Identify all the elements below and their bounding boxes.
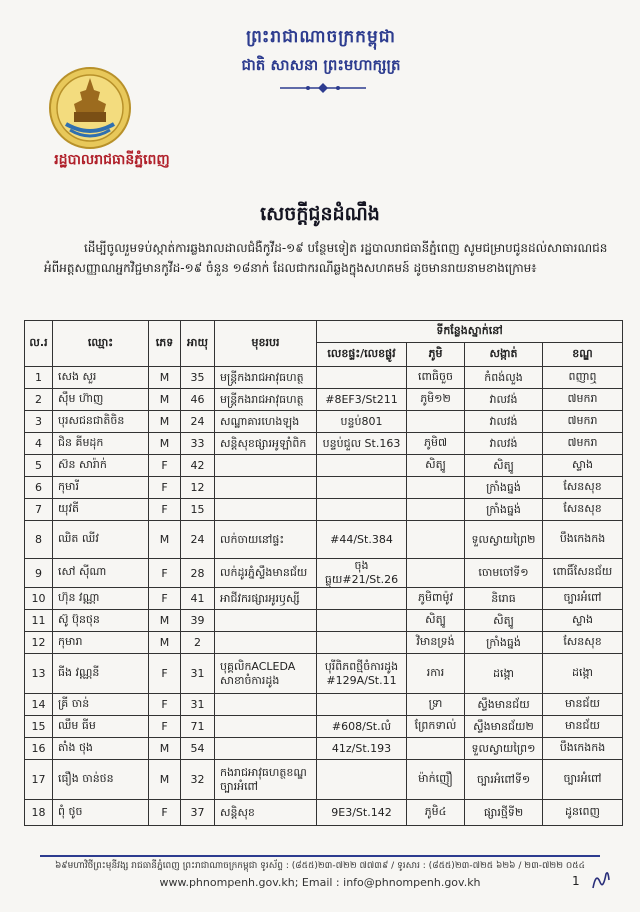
cell-no: 1: [25, 367, 53, 389]
initial-signature-icon: [590, 868, 612, 892]
cell-house: [317, 760, 407, 800]
cell-job: អាជីវករផ្សារអូរឫស្សី: [215, 588, 317, 610]
cell-house: [317, 694, 407, 716]
intro-paragraph: ដើម្បីចូលរួមទប់ស្កាត់ការឆ្លងរាលដាលជំងឺកូវីដ-១៩ បន្ថែមទៀត រដ្ឋបាលរាជធានីភ្នំពេញ សូមជម្រាបជូនដល់សាធារណជនអំពីអត្តសញ្ញាណអ្នកវិជ្ជមានកូវីដ-១៩ ចំនួន ១៨នាក់ ដែលជាករណីឆ្លងក្នុងសហគមន៍ ដូចមានរាយនាមខាងក្រោម៖: [44, 241, 608, 275]
document-title: សេចក្ដីជូនដំណឹង: [260, 203, 380, 225]
cell-village: [407, 738, 465, 760]
cell-house: [317, 632, 407, 654]
cell-no: 8: [25, 521, 53, 559]
cell-house: [317, 367, 407, 389]
cell-district: ៧មករា: [543, 389, 623, 411]
table-row: [25, 800, 623, 826]
address-group-header: ទីកន្លែងស្នាក់នៅ: [317, 321, 623, 343]
cell-house: បុរីពិភពថ្មីចំការដូង #129A/St.11: [317, 654, 407, 694]
cell-village: ទ្រា: [407, 694, 465, 716]
col-commune-header: សង្កាត់: [465, 343, 543, 367]
cell-district: ស្ទាង: [543, 610, 623, 632]
table-row: [25, 521, 623, 559]
cell-name: តាំង ថុង: [53, 738, 149, 760]
cell-village: ភូមិ១២: [407, 389, 465, 411]
cell-no: 13: [25, 654, 53, 694]
cell-house: [317, 455, 407, 477]
cell-name: ឈឹម ធីម: [53, 716, 149, 738]
table-row: [25, 367, 623, 389]
cell-job: កងរាជអាវុធហត្ថខណ្ឌ ច្បារអំពៅ: [215, 760, 317, 800]
cell-name: ពុំ ថូច: [53, 800, 149, 826]
municipal-seal-icon: [48, 66, 132, 150]
cell-district: បឹងកេងកង: [543, 521, 623, 559]
cell-age: 42: [181, 455, 215, 477]
cell-job: [215, 694, 317, 716]
cell-age: 15: [181, 499, 215, 521]
cell-job: [215, 716, 317, 738]
cell-house: #8EF3/St211: [317, 389, 407, 411]
cell-village: [407, 559, 465, 588]
cell-no: 12: [25, 632, 53, 654]
cell-village: [407, 477, 465, 499]
cell-sex: M: [149, 389, 181, 411]
cell-job: មន្ត្រីកងរាជអាវុធហត្ថ: [215, 367, 317, 389]
cell-district: ដូនពេញ: [543, 800, 623, 826]
cell-village: [407, 499, 465, 521]
table-row: [25, 411, 623, 433]
cell-house: 41z/St.193: [317, 738, 407, 760]
kingdom-heading: ព្រះរាជាណាចក្រកម្ពុជា: [246, 27, 396, 47]
cell-job: លក់ចាយនៅផ្ទះ: [215, 521, 317, 559]
cell-village: ព្រែកទាល់: [407, 716, 465, 738]
table-row: [25, 610, 623, 632]
cell-age: 32: [181, 760, 215, 800]
cell-sex: M: [149, 610, 181, 632]
cell-age: 2: [181, 632, 215, 654]
cell-sex: F: [149, 694, 181, 716]
table-row: [25, 738, 623, 760]
col-name-header: ឈ្មោះ: [53, 321, 149, 367]
cell-district: ច្បារអំពៅ: [543, 588, 623, 610]
cell-sex: F: [149, 499, 181, 521]
col-sex-header: ភេទ: [149, 321, 181, 367]
col-village-header: ភូមិ: [407, 343, 465, 367]
cell-job: [215, 499, 317, 521]
cases-table-body: [25, 367, 623, 826]
cell-commune: ស្ទឹងមានជ័យ២: [465, 716, 543, 738]
cell-job: មន្ត្រីកងរាជអាវុធហត្ថ: [215, 389, 317, 411]
cell-no: 18: [25, 800, 53, 826]
cell-name: ធឿង ចាន់ថន: [53, 760, 149, 800]
cell-job: សណ្ឋាគារហេងឡុង: [215, 411, 317, 433]
cell-no: 11: [25, 610, 53, 632]
cell-age: 37: [181, 800, 215, 826]
cell-no: 17: [25, 760, 53, 800]
cell-name: គ្រី ចាន់: [53, 694, 149, 716]
cell-village: សិត្បូ: [407, 610, 465, 632]
cell-district: ពញាឮ: [543, 367, 623, 389]
table-row: [25, 559, 623, 588]
cell-age: 12: [181, 477, 215, 499]
cell-no: 2: [25, 389, 53, 411]
cell-commune: ចោមចៅទី១: [465, 559, 543, 588]
cell-district: សែនសុខ: [543, 632, 623, 654]
page-number: 1: [572, 874, 580, 888]
cell-commune: ស្ទឹងមានជ័យ: [465, 694, 543, 716]
cases-table: [24, 320, 623, 826]
cell-age: 35: [181, 367, 215, 389]
cell-commune: វាលវង់: [465, 389, 543, 411]
cell-sex: M: [149, 632, 181, 654]
table-row: [25, 632, 623, 654]
cell-village: ភូមិ៧: [407, 433, 465, 455]
cell-commune: ដង្កោ: [465, 654, 543, 694]
cell-no: 10: [25, 588, 53, 610]
cell-house: បន្ទប់801: [317, 411, 407, 433]
cell-commune: កំពង់លួង: [465, 367, 543, 389]
cell-village: ម៉ាក់ញឿ: [407, 760, 465, 800]
cell-district: បឹងកេងកង: [543, 738, 623, 760]
table-row: [25, 433, 623, 455]
col-district-header: ខណ្ឌ: [543, 343, 623, 367]
cell-house: [317, 499, 407, 521]
cell-sex: F: [149, 654, 181, 694]
cell-sex: M: [149, 760, 181, 800]
cell-age: 24: [181, 411, 215, 433]
cell-village: [407, 521, 465, 559]
cell-no: 6: [25, 477, 53, 499]
cell-commune: ក្រាំងធ្នង់: [465, 632, 543, 654]
cell-job: [215, 455, 317, 477]
cell-village: រការ: [407, 654, 465, 694]
table-row: [25, 694, 623, 716]
cell-village: ភូមិពាម៉ូវ: [407, 588, 465, 610]
cell-no: 3: [25, 411, 53, 433]
cell-name: ស៊ន សារ៉ាក់: [53, 455, 149, 477]
cell-district: ច្បារអំពៅ: [543, 760, 623, 800]
cell-commune: វាលវង់: [465, 433, 543, 455]
cell-age: 46: [181, 389, 215, 411]
cell-sex: F: [149, 800, 181, 826]
cell-sex: M: [149, 521, 181, 559]
organization-name: រដ្ឋបាលរាជធានីភ្នំពេញ: [54, 152, 170, 168]
cell-name: ស៊ឹម ហ៊ាញ: [53, 389, 149, 411]
cell-age: 28: [181, 559, 215, 588]
cell-name: កុមារា: [53, 632, 149, 654]
cell-house: [317, 588, 407, 610]
col-job-header: មុខរបរ: [215, 321, 317, 367]
cell-district: ៧មករា: [543, 411, 623, 433]
cell-sex: F: [149, 455, 181, 477]
col-house-header: លេខផ្ទះ/លេខផ្លូវ: [317, 343, 407, 367]
cell-commune: ទួលស្វាយព្រៃ១: [465, 738, 543, 760]
cell-job: [215, 632, 317, 654]
cell-name: បុរសជនជាតិចិន: [53, 411, 149, 433]
cell-commune: សិត្បូ: [465, 610, 543, 632]
cell-district: សែនសុខ: [543, 477, 623, 499]
table-row: [25, 588, 623, 610]
cell-sex: M: [149, 367, 181, 389]
footer-contact: www.phnompenh.gov.kh; Email : info@phnompenh.gov.kh: [159, 876, 481, 889]
cell-sex: F: [149, 559, 181, 588]
cell-sex: F: [149, 477, 181, 499]
cell-sex: M: [149, 411, 181, 433]
table-row: [25, 716, 623, 738]
cell-sex: F: [149, 588, 181, 610]
cell-district: មានជ័យ: [543, 694, 623, 716]
cell-name: ធីង វណ្ណនី: [53, 654, 149, 694]
cell-district: មានជ័យ: [543, 716, 623, 738]
table-row: [25, 654, 623, 694]
cell-name: សេង សួរ: [53, 367, 149, 389]
cell-no: 5: [25, 455, 53, 477]
cell-name: យុវតី: [53, 499, 149, 521]
cell-age: 54: [181, 738, 215, 760]
cell-name: ជិន គីមដុក: [53, 433, 149, 455]
cell-commune: ក្រាំងធ្នង់: [465, 477, 543, 499]
cell-name: កុមារី: [53, 477, 149, 499]
col-no-header: ល.រ: [25, 321, 53, 367]
cell-house: បន្ទប់ជួល St.163: [317, 433, 407, 455]
cell-age: 39: [181, 610, 215, 632]
cell-district: សែនសុខ: [543, 499, 623, 521]
cell-village: ភូមិ៤: [407, 800, 465, 826]
cell-village: សិត្បូ: [407, 455, 465, 477]
cell-no: 15: [25, 716, 53, 738]
cell-sex: M: [149, 738, 181, 760]
cell-name: ឈិត ឈីវ: [53, 521, 149, 559]
cell-job: សន្តិសុខផ្សារអូឡាំពិក: [215, 433, 317, 455]
cell-house: #44/St.384: [317, 521, 407, 559]
cell-no: 14: [25, 694, 53, 716]
cell-age: 31: [181, 654, 215, 694]
cell-job: [215, 477, 317, 499]
cell-no: 16: [25, 738, 53, 760]
cell-house: [317, 477, 407, 499]
cell-age: 33: [181, 433, 215, 455]
cell-job: លក់ដូរភ្នំស្ទឹងមានជ័យ: [215, 559, 317, 588]
cell-name: សៅ ស៊ីណា: [53, 559, 149, 588]
cell-district: ពោធិ៍សែនជ័យ: [543, 559, 623, 588]
cell-job: [215, 610, 317, 632]
cell-commune: ផ្សារថ្មីទី២: [465, 800, 543, 826]
cell-district: ស្ទាង: [543, 455, 623, 477]
cell-age: 41: [181, 588, 215, 610]
cell-commune: ច្បារអំពៅទី១: [465, 760, 543, 800]
cell-name: ស៊ូ ប៊ុនថុន: [53, 610, 149, 632]
cell-house: 9E3/St.142: [317, 800, 407, 826]
table-row: [25, 477, 623, 499]
cell-house: ចុងធ្លុយ#21/St.26: [317, 559, 407, 588]
national-motto: ជាតិ សាសនា ព្រះមហាក្សត្រ: [241, 56, 401, 74]
cell-district: ដង្កោ: [543, 654, 623, 694]
cell-house: #608/St.លំ: [317, 716, 407, 738]
cell-job: [215, 738, 317, 760]
cell-sex: F: [149, 716, 181, 738]
cell-age: 24: [181, 521, 215, 559]
cell-no: 9: [25, 559, 53, 588]
cell-commune: វាលវង់: [465, 411, 543, 433]
cell-commune: សិត្បូ: [465, 455, 543, 477]
cell-commune: ក្រាំងធ្នង់: [465, 499, 543, 521]
cell-village: ពោធិចួច: [407, 367, 465, 389]
cell-district: ៧មករា: [543, 433, 623, 455]
table-row: [25, 455, 623, 477]
cell-job: បុគ្គលិកACLEDA សាខាចំការដូង: [215, 654, 317, 694]
cell-sex: M: [149, 433, 181, 455]
divider-ornament-icon: [278, 82, 368, 94]
cell-name: ហ៊ុន វណ្ណា: [53, 588, 149, 610]
cell-no: 4: [25, 433, 53, 455]
col-age-header: អាយុ: [181, 321, 215, 367]
cell-village: [407, 411, 465, 433]
cell-job: សន្តិសុខ: [215, 800, 317, 826]
footer-address: ៦៩មហាវិថីព្រះមុនីវង្ស រាជធានីភ្នំពេញ ព្រះរាជាណាចក្រកម្ពុជា ទូរស័ព្ទ : (៨៥៥)២៣-៧២២ ៧៧៣៩ / ទូរសារ : (៨៥៥)២៣-៧២៥ ៦២៦ / ២៣-៧២២ ០៥៤: [54, 861, 586, 871]
table-row: [25, 499, 623, 521]
cell-age: 71: [181, 716, 215, 738]
cell-commune: និរោធ: [465, 588, 543, 610]
cell-age: 31: [181, 694, 215, 716]
cell-no: 7: [25, 499, 53, 521]
footer-divider: [40, 855, 600, 857]
table-row: [25, 760, 623, 800]
table-row: [25, 389, 623, 411]
cell-house: [317, 610, 407, 632]
cell-commune: ទួលស្វាយព្រៃ២: [465, 521, 543, 559]
cell-village: វិមានទ្រង់: [407, 632, 465, 654]
